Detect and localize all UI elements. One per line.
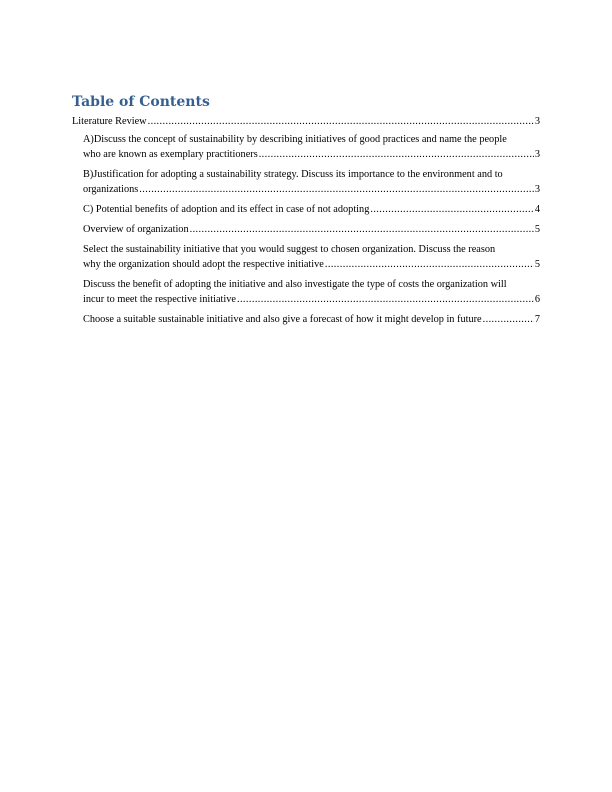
- toc-entry-text: why the organization should adopt the respective initiative: [83, 259, 324, 270]
- toc-entry-text: Overview of organization: [83, 224, 189, 235]
- toc-entry-text-line1: B)Justification for adopting a sustainability strategy. Discuss its importance to the environment and to: [83, 169, 503, 181]
- toc-entry-text-line1: A)Discuss the concept of sustainability by describing initiatives of good practices and name the people: [83, 134, 507, 146]
- toc-entry-text: incur to meet the respective initiative: [83, 294, 236, 305]
- dot-leader: [148, 114, 534, 129]
- toc-entry-line: [83, 182, 540, 197]
- toc-entry-text-line1: Discuss the benefit of adopting the initiative and also investigate the type of costs the organization will: [83, 278, 507, 290]
- toc-entry-potential-benefits[interactable]: [72, 202, 540, 217]
- dot-leader: [139, 182, 534, 197]
- toc-page-number: 7: [534, 313, 540, 325]
- toc-entry-text: C) Potential benefits of adoption and its effect in case of not adopting: [83, 204, 370, 216]
- toc-page-number: 6: [534, 294, 540, 305]
- toc-list: [72, 114, 540, 332]
- toc-page-number: 3: [534, 149, 540, 161]
- toc-page-number: 3: [534, 116, 540, 127]
- dot-leader: [325, 257, 534, 272]
- toc-entry-overview-of-organization[interactable]: [72, 222, 540, 237]
- toc-entry-text: Choose a suitable sustainable initiative and also give a forecast of how it might develop in future: [83, 313, 482, 325]
- toc-entry-concept-of-sustainability[interactable]: [72, 132, 540, 162]
- toc-entry-text: organizations: [83, 184, 139, 196]
- toc-entry-line: [83, 202, 540, 217]
- toc-page-number: 4: [534, 204, 540, 216]
- toc-entry-justification[interactable]: [72, 167, 540, 197]
- dot-leader: [259, 147, 534, 162]
- dot-leader: [237, 292, 534, 307]
- toc-entry-line: [83, 147, 540, 162]
- toc-entry-forecast[interactable]: [72, 312, 540, 327]
- toc-entry-literature-review[interactable]: [72, 114, 540, 129]
- toc-entry-line: [83, 222, 540, 237]
- toc-entry-benefit-and-costs[interactable]: [72, 277, 540, 307]
- toc-entry-line: [83, 292, 540, 307]
- dot-leader: [483, 312, 534, 327]
- toc-entry-text-line1: Select the sustainability initiative that you would suggest to chosen organization. Discuss the reason: [83, 243, 496, 255]
- toc-entry-line: [83, 257, 540, 272]
- toc-page-number: 5: [534, 259, 540, 270]
- toc-page-number: 5: [534, 224, 540, 235]
- dot-leader: [190, 222, 534, 237]
- toc-entry-text: Literature Review: [72, 116, 147, 127]
- toc-entry-text: who are known as exemplary practitioners: [83, 149, 258, 161]
- toc-title: Table of Contents: [72, 94, 210, 110]
- toc-entry-select-initiative[interactable]: [72, 242, 540, 272]
- toc-entry-line: [83, 312, 540, 327]
- toc-entry-line: [72, 114, 540, 129]
- dot-leader: [370, 202, 534, 217]
- toc-page-number: 3: [534, 184, 540, 196]
